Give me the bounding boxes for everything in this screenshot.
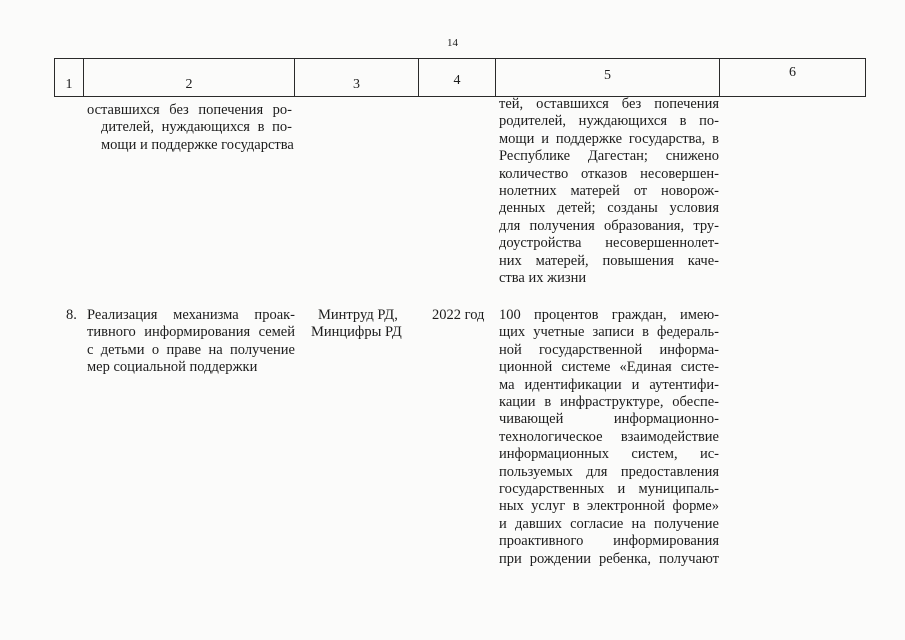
- page-number: 14: [447, 37, 458, 49]
- text-line: ционной системе «Единая систе-: [499, 359, 719, 376]
- text-line: ной государственной информа-: [499, 341, 719, 358]
- text-line: для получения образования, тру-: [499, 217, 719, 234]
- text-line: государственных и муниципаль-: [499, 481, 719, 498]
- text-line: пользуемых для предоставления: [499, 463, 719, 480]
- text-line: и давших согласие на получение: [499, 515, 719, 532]
- text-line: нолетних матерей от новорож-: [499, 183, 719, 200]
- header-col-2-label: 2: [185, 77, 193, 92]
- text-line: ных услуг в электронной форме»: [499, 498, 719, 515]
- text-line: дителей, нуждающихся в по-: [101, 119, 292, 136]
- row8-col4-text: [432, 307, 502, 324]
- text-line: мер социальной поддержки: [87, 359, 258, 376]
- header-col-3: [295, 59, 419, 96]
- text-line: тивного информирования семей: [87, 324, 295, 341]
- header-col-5-label: 5: [604, 68, 611, 83]
- text-line: денных детей; созданы условия: [499, 200, 719, 217]
- continuation-col2-text: [87, 102, 292, 154]
- text-line: количество отказов несовершен-: [499, 165, 719, 182]
- text-line: 2022 год: [432, 307, 485, 323]
- text-line: при рождении ребенка, получают: [499, 550, 719, 567]
- text-line: ства их жизни: [499, 270, 587, 287]
- header-col-6-label: 6: [789, 65, 796, 80]
- text-line: 100 процентов граждан, имею-: [499, 307, 719, 323]
- text-line: родителей, нуждающихся в по-: [499, 113, 719, 130]
- text-line: доустройства несовершеннолет-: [499, 235, 719, 252]
- header-col-2: [84, 59, 295, 96]
- text-line: Минтруд РД,: [318, 307, 398, 323]
- text-line: чивающей информационно-: [499, 411, 719, 428]
- table-header-row: [54, 58, 866, 97]
- text-line: оставшихся без попечения ро-: [87, 102, 292, 118]
- text-line: технологическое взаимодействие: [499, 428, 719, 445]
- text-line: проактивного информирования: [499, 533, 719, 550]
- header-col-5: [496, 59, 720, 96]
- row8-col5-text: [499, 307, 719, 568]
- text-line: мощи и поддержке государства, в: [499, 130, 719, 147]
- header-col-1: [55, 59, 84, 96]
- text-line: Республике Дагестан; снижено: [499, 148, 719, 165]
- header-col-6: [720, 59, 865, 96]
- row8-col2-text: [87, 307, 295, 377]
- text-line: с детьми о праве на получение: [87, 341, 295, 358]
- row8-col3-text: [311, 307, 421, 342]
- continuation-col5-text: [499, 96, 719, 287]
- header-col-4-label: 4: [453, 73, 461, 88]
- text-line: ма идентификации и аутентифи-: [499, 376, 719, 393]
- text-line: мощи и поддержке государства: [101, 136, 294, 153]
- header-col-4: [419, 59, 496, 96]
- text-line: информационных систем, ис-: [499, 446, 719, 463]
- header-col-1-label: 1: [65, 77, 73, 92]
- text-line: них матерей, повышения каче-: [499, 252, 719, 269]
- header-col-3-label: 3: [353, 77, 360, 92]
- row-number: 8.: [66, 307, 77, 323]
- text-line: Реализация механизма проак-: [87, 307, 295, 323]
- row8-number: [66, 307, 86, 324]
- text-line: Минцифры РД: [311, 324, 402, 341]
- text-line: кации в инфраструктуре, обеспе-: [499, 394, 719, 411]
- text-line: тей, оставшихся без попечения: [499, 96, 719, 112]
- text-line: щих учетные записи в федераль-: [499, 324, 719, 341]
